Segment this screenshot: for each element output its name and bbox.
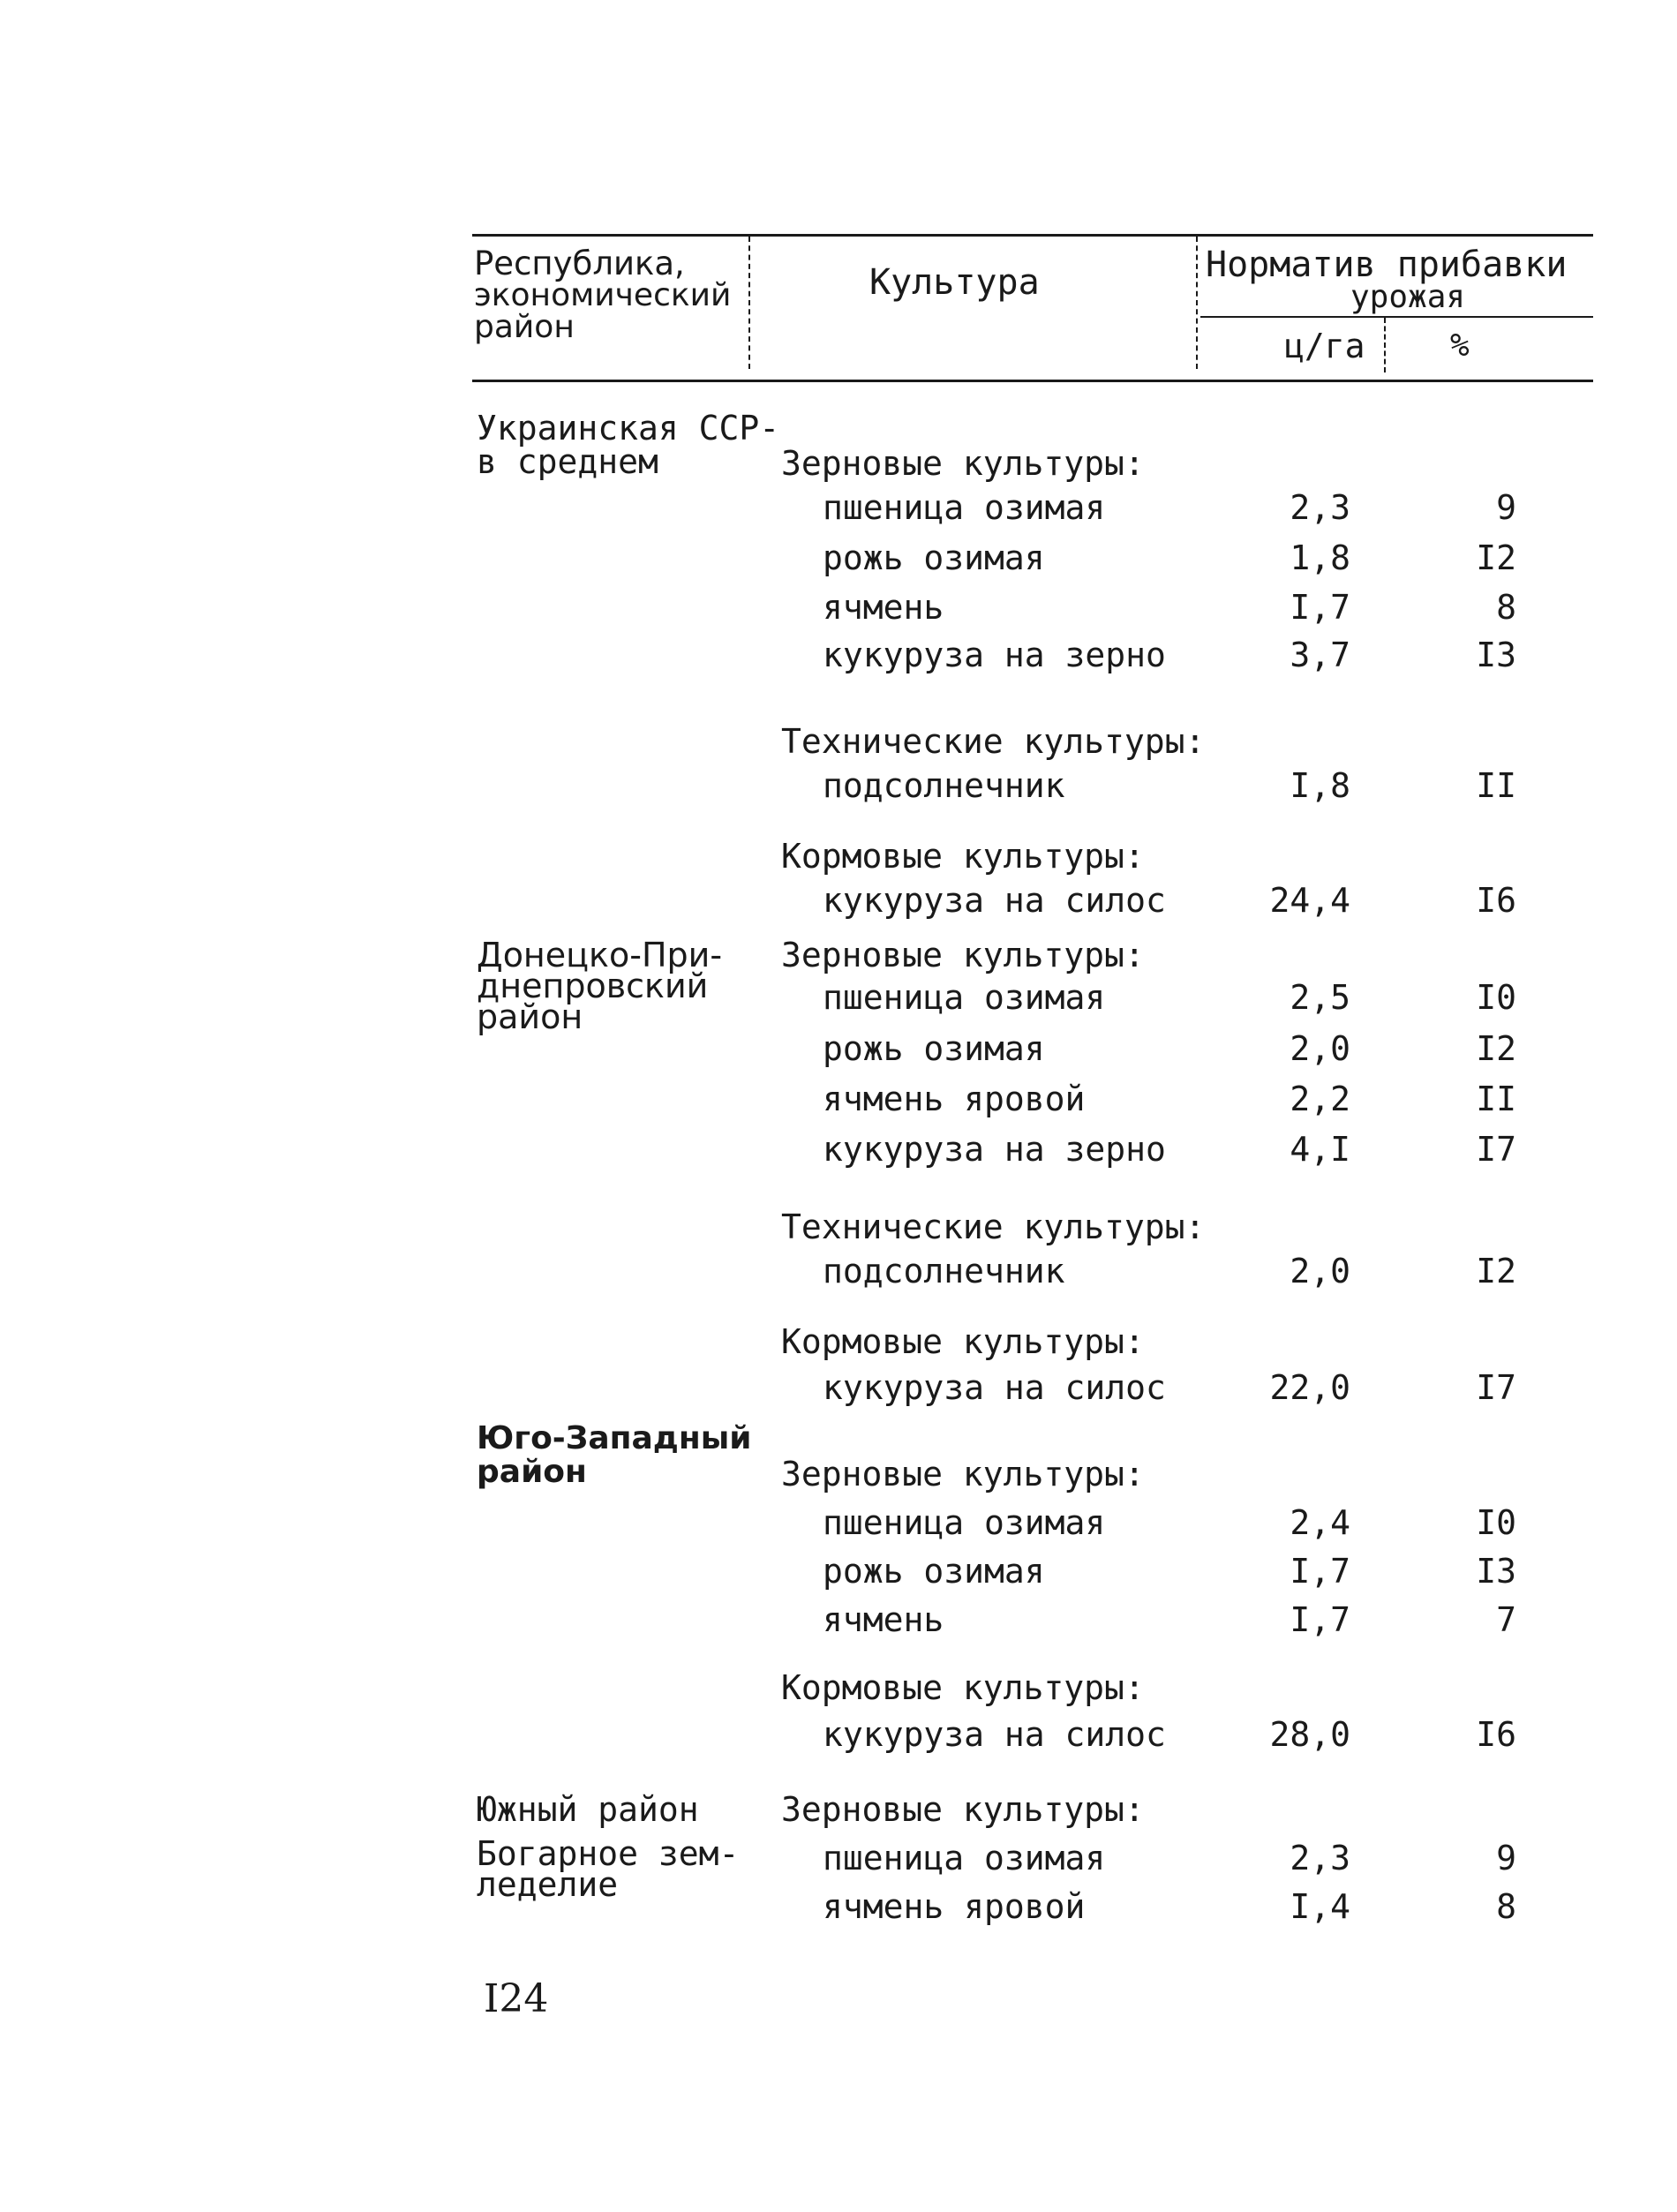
- yield-pct-value: 9: [1496, 1839, 1516, 1877]
- yield-cga-value: I,8: [1290, 766, 1350, 805]
- group-heading: Зерновые культуры:: [781, 444, 1145, 483]
- yield-pct-value: I6: [1476, 1715, 1516, 1754]
- yield-cga-value: I,4: [1290, 1887, 1350, 1926]
- crop-name: подсолнечник: [823, 1252, 1065, 1290]
- crop-name: рожь озимая: [823, 538, 1045, 577]
- table-header-bottom-rule: [472, 380, 1593, 382]
- crop-name: кукуруза на силос: [823, 881, 1166, 920]
- header-region-line2: экономический: [474, 277, 732, 313]
- crop-name: кукуруза на зерно: [823, 636, 1166, 674]
- yield-cga-value: 24,4: [1269, 881, 1350, 920]
- group-heading: Зерновые культуры:: [781, 1790, 1145, 1829]
- crop-name: пшеница озимая: [823, 1839, 1106, 1877]
- region-label: район: [477, 997, 583, 1036]
- crop-name: пшеница озимая: [823, 488, 1106, 527]
- header-unit-cga: ц/га: [1284, 327, 1365, 365]
- yield-pct-value: 9: [1496, 488, 1516, 527]
- yield-pct-value: 7: [1496, 1600, 1516, 1639]
- yield-pct-value: I0: [1476, 1503, 1516, 1542]
- crop-name: кукуруза на зерно: [823, 1130, 1166, 1169]
- yield-cga-value: 4,I: [1290, 1130, 1350, 1169]
- group-heading: Кормовые культуры:: [781, 1322, 1145, 1361]
- yield-pct-value: I7: [1476, 1130, 1516, 1169]
- yield-cga-value: 22,0: [1269, 1368, 1350, 1407]
- yield-cga-value: 2,3: [1290, 488, 1350, 527]
- group-heading: Зерновые культуры:: [781, 1455, 1145, 1493]
- crop-name: ячмень яровой: [823, 1080, 1086, 1118]
- region-label: Южный район: [477, 1790, 699, 1829]
- yield-cga-value: 3,7: [1290, 636, 1350, 674]
- yield-pct-value: I0: [1476, 978, 1516, 1017]
- column-separator-1: [748, 237, 750, 369]
- yield-cga-value: 2,2: [1290, 1080, 1350, 1118]
- header-norm-line1: Норматив прибавки: [1206, 245, 1568, 285]
- crop-name: ячмень: [823, 1600, 944, 1639]
- region-label: район: [477, 1454, 587, 1490]
- region-label: Украинская ССР-: [477, 409, 780, 448]
- yield-cga-value: 2,3: [1290, 1839, 1350, 1877]
- header-culture: Культура: [869, 262, 1040, 303]
- group-heading: Кормовые культуры:: [781, 1668, 1145, 1707]
- yield-cga-value: 2,0: [1290, 1029, 1350, 1068]
- crop-name: рожь озимая: [823, 1552, 1045, 1591]
- table-top-rule: [472, 234, 1593, 237]
- crop-name: пшеница озимая: [823, 978, 1106, 1017]
- crop-name: пшеница озимая: [823, 1503, 1106, 1542]
- region-label: Донецко-При-: [477, 936, 723, 974]
- page-number: I24: [484, 1976, 549, 2021]
- yield-cga-value: 2,5: [1290, 978, 1350, 1017]
- yield-pct-value: I2: [1476, 1029, 1516, 1068]
- yield-cga-value: I,7: [1290, 1552, 1350, 1591]
- column-separator-3: [1384, 318, 1386, 372]
- region-label: Юго-Западный: [477, 1420, 752, 1456]
- yield-pct-value: I2: [1476, 1252, 1516, 1290]
- yield-pct-value: II: [1476, 766, 1516, 805]
- region-label: в среднем: [477, 442, 658, 481]
- header-region-line1: Республика,: [474, 245, 685, 282]
- yield-pct-value: I3: [1476, 636, 1516, 674]
- yield-cga-value: 1,8: [1290, 538, 1350, 577]
- yield-pct-value: I7: [1476, 1368, 1516, 1407]
- yield-cga-value: 2,0: [1290, 1252, 1350, 1290]
- header-norm-line2: урожая: [1350, 279, 1466, 315]
- yield-pct-value: II: [1476, 1080, 1516, 1118]
- group-heading: Кормовые культуры:: [781, 837, 1145, 876]
- yield-cga-value: I,7: [1290, 588, 1350, 627]
- header-region-line3: район: [474, 309, 575, 345]
- yield-pct-value: 8: [1496, 588, 1516, 627]
- crop-name: ячмень: [823, 588, 944, 627]
- header-unit-pct: %: [1450, 327, 1470, 364]
- yield-cga-value: 28,0: [1269, 1715, 1350, 1754]
- group-heading: Зерновые культуры:: [781, 936, 1145, 974]
- yield-pct-value: I2: [1476, 538, 1516, 577]
- group-heading: Технические культуры:: [781, 722, 1206, 761]
- column-separator-2: [1196, 237, 1198, 369]
- yield-pct-value: I6: [1476, 881, 1516, 920]
- norm-subheader-rule: [1200, 316, 1593, 318]
- crop-name: ячмень яровой: [823, 1887, 1086, 1926]
- region-label: днепровский: [477, 967, 709, 1005]
- crop-name: подсолнечник: [823, 766, 1065, 805]
- crop-name: кукуруза на силос: [823, 1368, 1166, 1407]
- yield-cga-value: I,7: [1290, 1600, 1350, 1639]
- yield-cga-value: 2,4: [1290, 1503, 1350, 1542]
- group-heading: Технические культуры:: [781, 1208, 1206, 1246]
- region-label: леделие: [477, 1865, 619, 1904]
- crop-name: кукуруза на силос: [823, 1715, 1166, 1754]
- crop-name: рожь озимая: [823, 1029, 1045, 1068]
- yield-pct-value: 8: [1496, 1887, 1516, 1926]
- yield-pct-value: I3: [1476, 1552, 1516, 1591]
- region-label: Богарное зем-: [477, 1834, 740, 1873]
